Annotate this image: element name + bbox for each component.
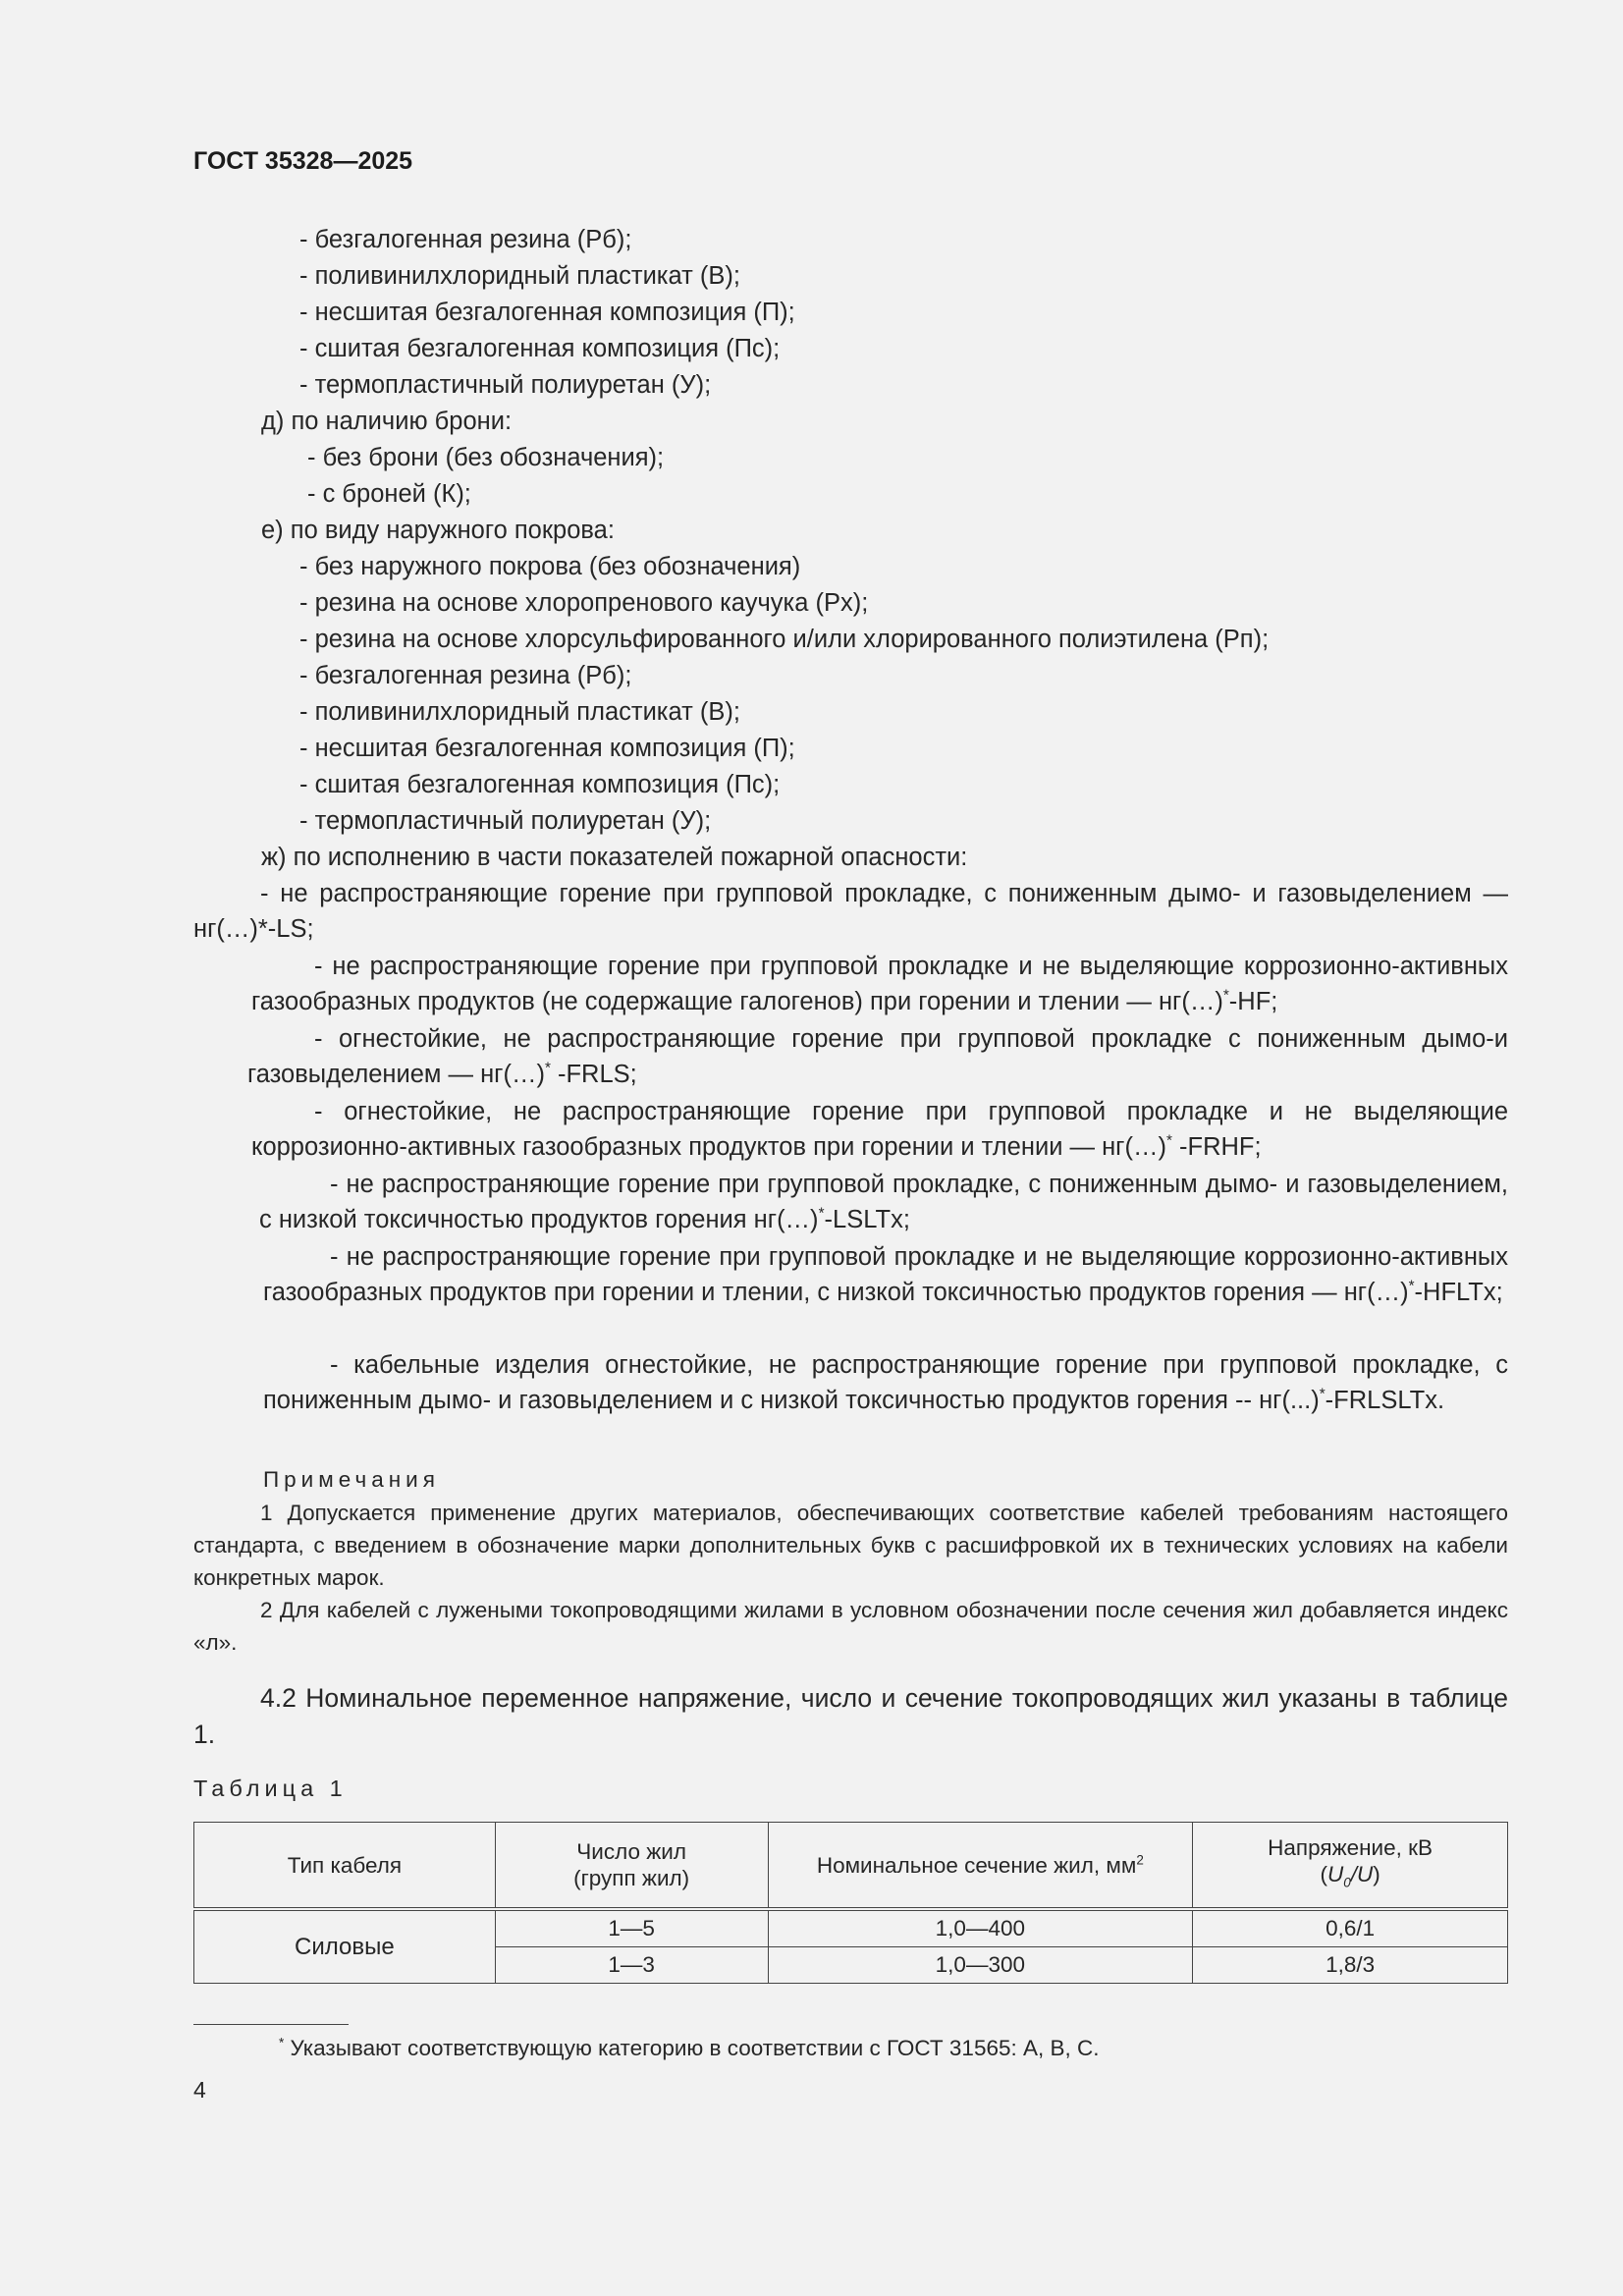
fire-property-item: - не распространяющие горение при групповой прокладке, с пониженным дымо- и газовыделением — нг(…)*-LS; xyxy=(193,880,1508,943)
list-item: - без брони (без обозначения); xyxy=(307,444,665,471)
header-section: Номинальное сечение жил, $мм^2$ xyxy=(768,1823,1193,1910)
paragraph-4-2: 4.2 Номинальное переменное напряжение, число и сечение токопроводящих жил указаны в таблице 1. xyxy=(193,1683,1508,1749)
fire-property-item: - не распространяющие горение при групповой прокладке, с пониженным дымо- и газовыделением, с низкой токсичностью продуктов горения нг(…)*-LSLTx; xyxy=(259,1171,1508,1233)
cell-voltage: 0,6/1 xyxy=(1193,1909,1508,1947)
cell-cable-type: Силовые xyxy=(194,1909,496,1984)
list-item: - с броней (К); xyxy=(307,480,471,508)
table-1 xyxy=(193,1822,1508,1984)
list-heading-zh: ж) по исполнению в части показателей пожарной опасности: xyxy=(261,844,968,871)
fire-property-item: - не распространяющие горение при групповой прокладке и не выделяющие коррозионно-активных газообразных продуктов (не содержащие галогенов) при горении и тлении — нг(…)*-HF; xyxy=(251,953,1508,1015)
cell-cores: 1—5 xyxy=(495,1909,768,1947)
list-item: - поливинилхлоридный пластикат (В); xyxy=(299,262,740,290)
header-cable-type: Тип кабеля xyxy=(194,1823,496,1910)
list-item: - термопластичный полиуретан (У); xyxy=(299,371,712,399)
table-title: Таблица 1 xyxy=(193,1776,348,1801)
cell-voltage: 1,8/3 xyxy=(1193,1947,1508,1984)
footnote-rule xyxy=(193,2024,349,2025)
list-heading-e: е) по виду наружного покрова: xyxy=(261,517,615,544)
header-cores: Число жил (групп жил) xyxy=(495,1823,768,1910)
list-item: - термопластичный полиуретан (У); xyxy=(299,807,712,835)
cell-section: 1,0—400 xyxy=(768,1909,1193,1947)
cell-section: 1,0—300 xyxy=(768,1947,1193,1984)
page-number: 4 xyxy=(193,2077,206,2103)
footnote: * Указывают соответствующую категорию в соответствии с ГОСТ 31565: А, В, С. xyxy=(279,2035,1100,2060)
header-voltage: Напряжение, кВ $(U_0/U)$ xyxy=(1193,1823,1508,1910)
note-2: 2 Для кабелей с лужеными токопроводящими жилами в условном обозначении после сечения жил добавляется индекс «л». xyxy=(193,1598,1508,1655)
fire-property-item: - огнестойкие, не распространяющие горение при групповой прокладке и не выделяющие коррозионно-активных газообразных продуктов при горении и тлении — нг(…)* -FRHF; xyxy=(251,1098,1508,1161)
fire-property-item: - огнестойкие, не распространяющие горение при групповой прокладке с пониженным дымо-и газовыделением — нг(…)* -FRLS; xyxy=(247,1025,1508,1088)
cell-cores: 1—3 xyxy=(495,1947,768,1984)
list-item: - несшитая безгалогенная композиция (П); xyxy=(299,735,795,762)
list-item: - резина на основе хлорсульфированного и/или хлорированного полиэтилена (Рп); xyxy=(299,626,1270,653)
list-item: - безгалогенная резина (Рб); xyxy=(299,662,632,689)
table-header-row xyxy=(194,1823,1508,1910)
list-heading-d: д) по наличию брони: xyxy=(261,408,513,435)
list-item: - безгалогенная резина (Рб); xyxy=(299,226,632,253)
document-header: ГОСТ 35328—2025 xyxy=(193,147,413,175)
list-item: - резина на основе хлоропренового каучука (Рх); xyxy=(299,589,869,617)
table-row xyxy=(194,1909,1508,1947)
list-item: - сшитая безгалогенная композиция (Пс); xyxy=(299,771,781,798)
list-item: - поливинилхлоридный пластикат (В); xyxy=(299,698,740,726)
list-item: - сшитая безгалогенная композиция (Пс); xyxy=(299,335,781,362)
fire-property-item: - не распространяющие горение при групповой прокладке и не выделяющие коррозионно-активных газообразных продуктов при горении и тлении, с низкой токсичностью продуктов горения — нг(…)*-HFLTx; xyxy=(263,1243,1508,1306)
fire-property-item: - кабельные изделия огнестойкие, не распространяющие горение при групповой прокладке, с пониженным дымо- и газовыделением и с низкой токсичностью продуктов горения -- нг(...)*-FRLSLTx. xyxy=(263,1351,1508,1414)
notes-title: Примечания xyxy=(263,1467,440,1492)
list-item: - без наружного покрова (без обозначения) xyxy=(299,553,801,580)
note-1: 1 Допускается применение других материалов, обеспечивающих соответствие кабелей требованиям настоящего стандарта, с введением в обозначение марки дополнительных букв с расшифровкой их в технических условиях на кабели конкретных марок. xyxy=(193,1501,1508,1590)
list-item: - несшитая безгалогенная композиция (П); xyxy=(299,299,795,326)
